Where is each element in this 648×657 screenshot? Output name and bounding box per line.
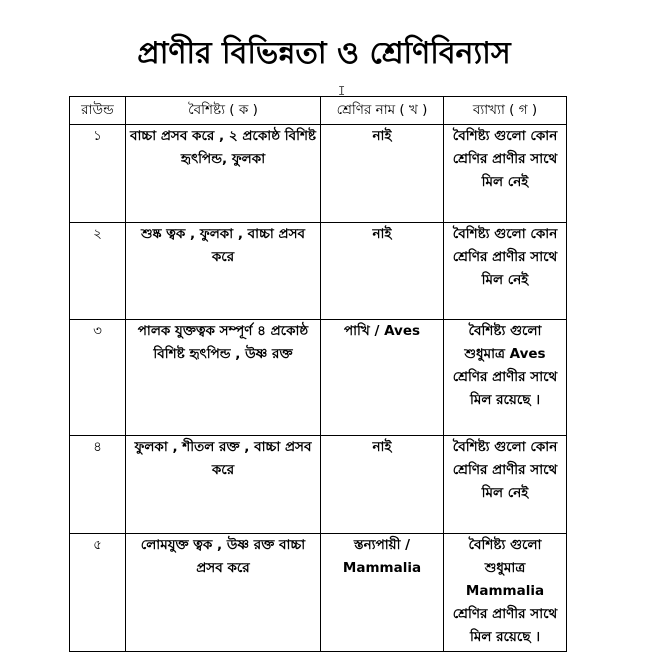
header-explanation: ব্যাখ্যা ( গ ) [444, 97, 567, 125]
text-cursor-icon: I [338, 84, 346, 98]
header-traits: বৈশিষ্ট্য ( ক ) [126, 97, 321, 125]
explanation-cell: বৈশিষ্ট্য গুলো কোন শ্রেণির প্রাণীর সাথে মিল নেই [444, 223, 567, 320]
traits-cell: শুষ্ক ত্বক , ফুলকা , বাচ্চা প্রসব করে [126, 223, 321, 320]
traits-cell: পালক যুক্তত্বক সম্পূর্ণ ৪ প্রকোষ্ঠ বিশিষ্ট হৃৎপিন্ড , উষ্ণ রক্ত [126, 320, 321, 436]
round-cell: ১ [70, 125, 126, 223]
round-cell: ৩ [70, 320, 126, 436]
round-cell: ৪ [70, 436, 126, 534]
explanation-cell: বৈশিষ্ট্য গুলো কোন শ্রেণির প্রাণীর সাথে মিল নেই [444, 125, 567, 223]
class-name-cell: নাই [321, 125, 444, 223]
class-name-cell: নাই [321, 436, 444, 534]
header-class-name: শ্রেণির নাম ( খ ) [321, 97, 444, 125]
class-name-cell: পাখি / Aves [321, 320, 444, 436]
table-header-row [70, 97, 567, 125]
table-row [70, 320, 567, 436]
page-title: প্রাণীর বিভিন্নতা ও শ্রেণিবিন্যাস [137, 36, 511, 71]
explanation-cell: বৈশিষ্ট্য গুলো শুধুমাত্র Mammalia শ্রেণির প্রাণীর সাথে মিল রয়েছে । [444, 534, 567, 652]
traits-cell: বাচ্চা প্রসব করে , ২ প্রকোষ্ঠ বিশিষ্ট হৃৎপিন্ড, ফুলকা [126, 125, 321, 223]
traits-cell: লোমযুক্ত ত্বক , উষ্ণ রক্ত বাচ্চা প্রসব করে [126, 534, 321, 652]
header-round: রাউন্ড [70, 97, 126, 125]
explanation-cell: বৈশিষ্ট্য গুলো কোন শ্রেণির প্রাণীর সাথে মিল নেই [444, 436, 567, 534]
round-cell: ২ [70, 223, 126, 320]
table-row [70, 223, 567, 320]
explanation-cell: বৈশিষ্ট্য গুলো শুধুমাত্র Aves শ্রেণির প্রাণীর সাথে মিল রয়েছে । [444, 320, 567, 436]
table-row [70, 534, 567, 652]
classification-table [69, 96, 567, 652]
table-row [70, 436, 567, 534]
class-name-cell: স্তন্যপায়ী / Mammalia [321, 534, 444, 652]
class-name-cell: নাই [321, 223, 444, 320]
traits-cell: ফুলকা , শীতল রক্ত , বাচ্চা প্রসব করে [126, 436, 321, 534]
table-row [70, 125, 567, 223]
round-cell: ৫ [70, 534, 126, 652]
